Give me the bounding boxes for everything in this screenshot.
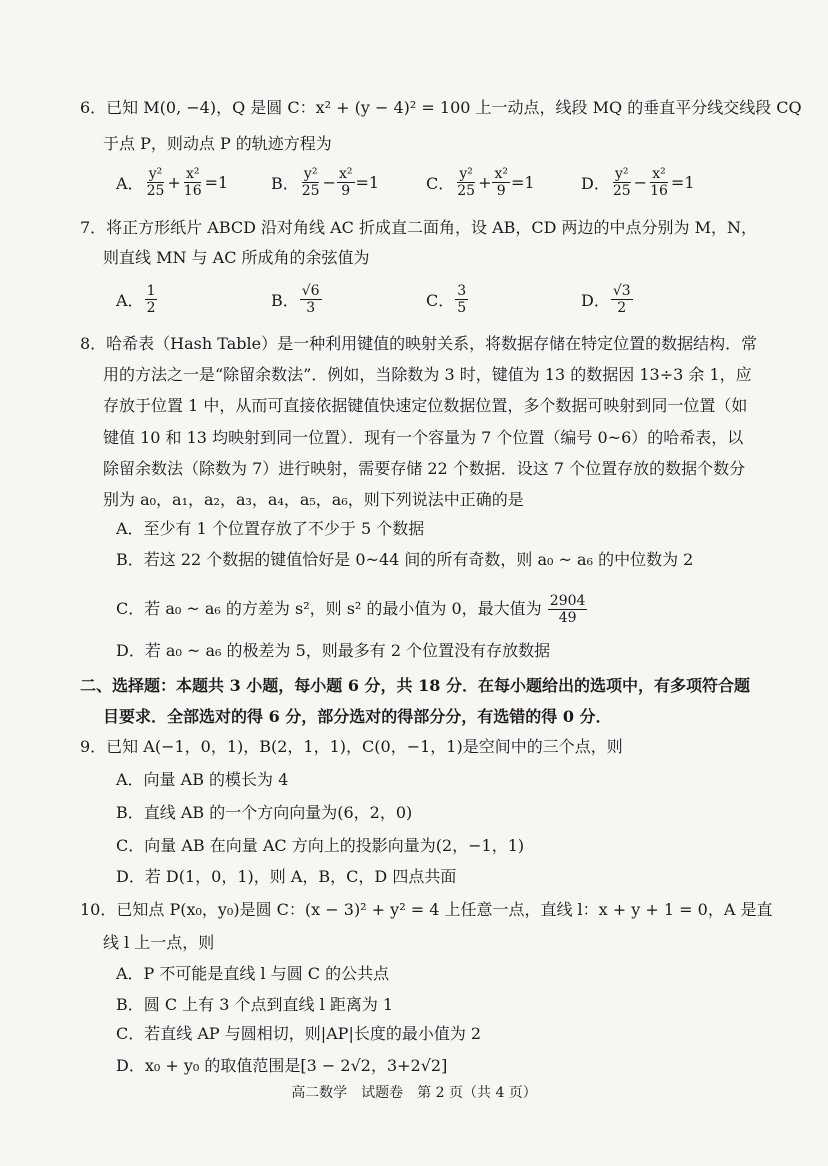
section2-heading-line2: 目要求．全部选对的得 6 分，部分选对的得部分分，有选错的得 0 分． — [103, 707, 612, 726]
q6-option-d: D． $\frac{\text{y²}}{25}$ − $\frac{\text{x²}}{16}$ =1 — [581, 166, 695, 199]
q8-line2: 用的方法之一是“除留余数法”．例如，当除数为 3 时，键值为 13 的数据因 13÷3 余 1，应 — [103, 365, 752, 384]
q8-line6: 别为 a₀，a₁，a₂，a₃，a₄，a₅，a₆，则下列说法中正确的是 — [103, 490, 524, 509]
q8-option-a: A．至少有 1 个位置存放了不少于 5 个数据 — [116, 519, 425, 538]
q6-option-b: B． $\frac{\text{y²}}{25}$ − $\frac{\text{x²}}{9}$ =1 — [271, 166, 380, 199]
q7-stem-line2: 则直线 MN 与 AC 所成角的余弦值为 — [103, 248, 370, 267]
q7-option-a: A． $\frac{1}{2}$ — [116, 283, 156, 316]
q10-option-a: A．P 不可能是直线 l 与圆 C 的公共点 — [116, 964, 390, 983]
q10-option-c: C．若直线 AP 与圆相切，则|AP|长度的最小值为 2 — [116, 1024, 482, 1043]
q6-option-c: C． $\frac{\text{y²}}{25}$ + $\frac{\text{x²}}{9}$ =1 — [426, 166, 535, 199]
q7-option-b: B． $\frac{√6}{3}$ — [271, 283, 320, 316]
q9-option-b: B．直线 AB 的一个方向向量为(6，2，0) — [116, 803, 413, 822]
q10-option-d: D．x₀ + y₀ 的取值范围是[3 − 2√2，3+2√2] — [116, 1056, 448, 1075]
q8-line3: 存放于位置 1 中，从而可直接依据键值快速定位数据位置，多个数据可映射到同一位置（如 — [103, 396, 748, 415]
q6-stem-line2: 于点 P，则动点 P 的轨迹方程为 — [103, 134, 332, 153]
q8-option-b: B．若这 22 个数据的键值恰好是 0~44 间的所有奇数，则 a₀ ~ a₆ 的中位数为 2 — [116, 550, 694, 569]
q8-line4: 键值 10 和 13 均映射到同一位置）．现有一个容量为 7 个位置（编号 0~6）的哈希表，以 — [103, 428, 744, 447]
q9-option-c: C．向量 AB 在向量 AC 方向上的投影向量为(2，−1，1) — [116, 836, 525, 855]
q7-stem-line1: 7．将正方形纸片 ABCD 沿对角线 AC 折成直二面角，设 AB，CD 两边的中点分别为 M，N， — [80, 218, 758, 237]
q10-option-b: B．圆 C 上有 3 个点到直线 l 距离为 1 — [116, 995, 394, 1014]
q6-options — [116, 166, 736, 199]
q7-option-c: C． $\frac{3}{5}$ — [426, 283, 467, 316]
q7-option-d: D． $\frac{√3}{2}$ — [581, 283, 631, 316]
q7-options — [116, 283, 736, 316]
q6-stem-line1: 6．已知 M(0, −4)，Q 是圆 C：x² + (y − 4)² = 100 上一动点，线段 MQ 的垂直平分线交线段 CQ — [80, 98, 802, 117]
q9-option-d: D．若 D(1，0，1)，则 A，B，C，D 四点共面 — [116, 867, 457, 886]
q8-option-c: C．若 a₀ ~ a₆ 的方差为 s²，则 s² 的最小值为 0，最大值为 $\frac{2904}{49}$ — [116, 593, 586, 626]
q6-option-a: A． $\frac{\text{y²}}{25}$ + $\frac{\text{x²}}{16}$ =1 — [116, 166, 229, 199]
q8-option-d: D．若 a₀ ~ a₆ 的极差为 5，则最多有 2 个位置没有存放数据 — [116, 641, 551, 660]
q9-stem: 9．已知 A(−1，0，1)，B(2，1，1)，C(0，−1，1)是空间中的三个点，则 — [80, 737, 623, 756]
q10-stem-line1: 10．已知点 P(x₀，y₀)是圆 C：(x − 3)² + y² = 4 上任意一点，直线 l：x + y + 1 = 0，A 是直 — [80, 900, 773, 919]
section2-heading-line1: 二、选择题：本题共 3 小题，每小题 6 分，共 18 分．在每小题给出的选项中，有多项符合题 — [80, 676, 750, 695]
q9-option-a: A．向量 AB 的模长为 4 — [116, 770, 289, 789]
q10-stem-line2: 线 l 上一点，则 — [103, 933, 215, 952]
q8-line1: 8．哈希表（Hash Table）是一种利用键值的映射关系，将数据存储在特定位置的数据结构．常 — [80, 334, 758, 353]
q8-line5: 除留余数法（除数为 7）进行映射，需要存储 22 个数据．设这 7 个位置存放的数据个数分 — [103, 459, 746, 478]
page-footer: 高二数学 试题卷 第 2 页（共 4 页） — [291, 1085, 537, 1101]
